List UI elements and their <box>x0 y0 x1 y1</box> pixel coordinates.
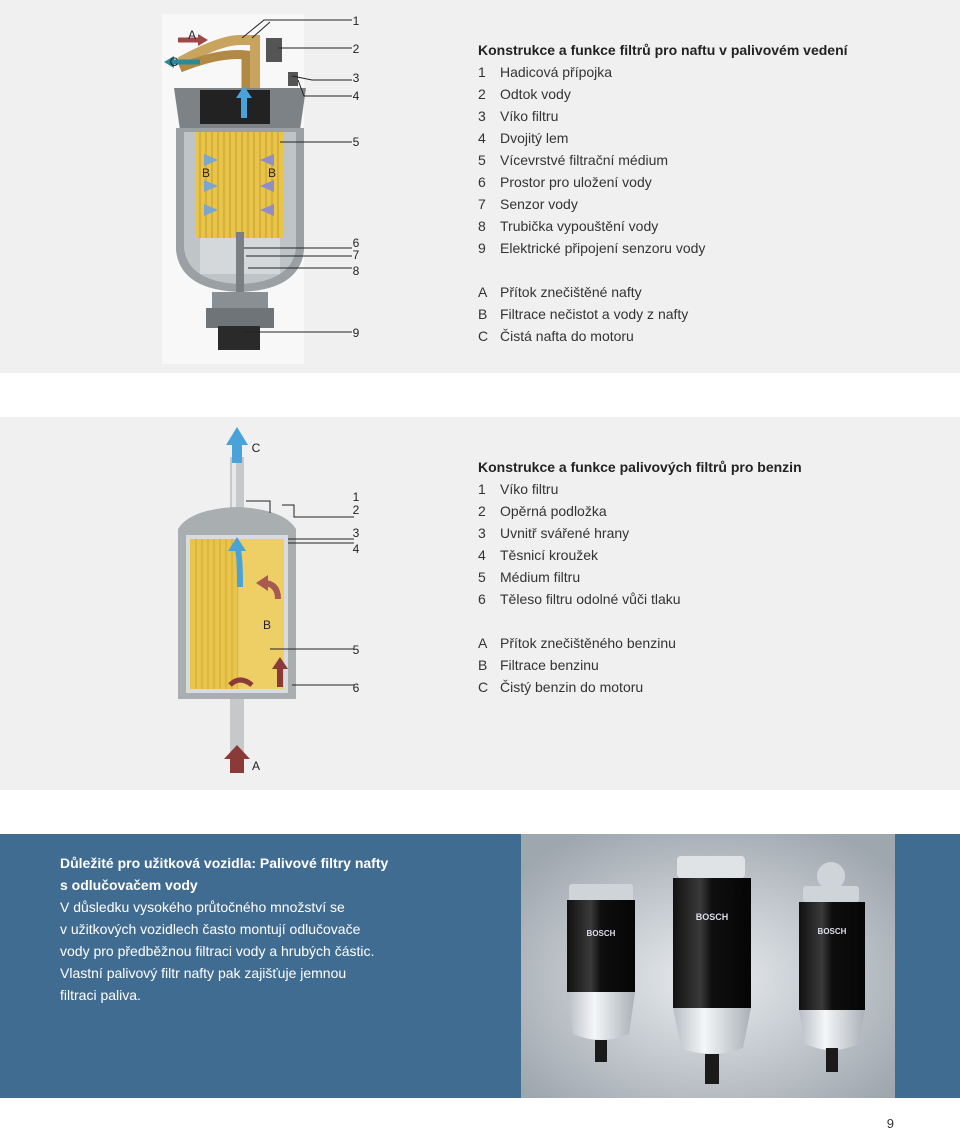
callout-B-left: B <box>201 166 211 180</box>
diesel-title: Konstrukce a funkce filtrů pro naftu v palivovém vedení <box>478 42 848 58</box>
callout-1: 1 <box>352 490 360 504</box>
flow-item: A Přítok znečištěného benzinu <box>478 635 676 651</box>
callout-6: 6 <box>352 236 360 250</box>
commercial-title-line: Důležité pro užitková vozidla: Palivové filtry nafty <box>60 855 389 871</box>
legend-item: 5 Médium filtru <box>478 569 581 585</box>
petrol-filter-panel <box>0 417 960 790</box>
callout-1: 1 <box>352 14 360 28</box>
petrol-filter-illustration <box>160 417 370 787</box>
commercial-body-line: vody pro předběžnou filtraci vody a hrubých částic. <box>60 943 375 959</box>
legend-item: 2 Opěrná podložka <box>478 503 607 519</box>
legend-item: 9 Elektrické připojení senzoru vody <box>478 240 706 256</box>
callout-B-right: B <box>267 166 277 180</box>
page-number: 9 <box>886 1116 894 1131</box>
diesel-caption <box>478 39 848 347</box>
callout-2: 2 <box>352 42 360 56</box>
flow-item: C Čistá nafta do motoru <box>478 328 634 344</box>
callout-B: B <box>262 618 272 632</box>
commercial-body-line: V důsledku vysokého průtočného množství se <box>60 899 345 915</box>
diesel-filter-panel <box>0 0 960 373</box>
legend-item: 3 Uvnitř svářené hrany <box>478 525 630 541</box>
commercial-body-line: v užitkových vozidlech často montují odlučovače <box>60 921 361 937</box>
callout-A: A <box>187 28 197 42</box>
callout-3: 3 <box>352 526 360 540</box>
callout-4: 4 <box>352 89 360 103</box>
legend-item: 5 Vícevrstvé filtrační médium <box>478 152 669 168</box>
commercial-text <box>60 852 440 1006</box>
callout-A: A <box>251 759 261 773</box>
legend-item: 1 Víko filtru <box>478 481 559 497</box>
brand-label: BOSCH <box>817 927 847 936</box>
flow-item: B Filtrace nečistot a vody z nafty <box>478 306 689 322</box>
flow-item: B Filtrace benzinu <box>478 657 599 673</box>
legend-item: 8 Trubička vypouštění vody <box>478 218 659 234</box>
commercial-title-line: s odlučovačem vody <box>60 877 198 893</box>
callout-8: 8 <box>352 264 360 278</box>
callout-5: 5 <box>352 135 360 149</box>
callout-9: 9 <box>352 326 360 340</box>
legend-item: 3 Víko filtru <box>478 108 559 124</box>
callout-6: 6 <box>352 681 360 695</box>
petrol-caption <box>478 456 802 698</box>
callout-7: 7 <box>352 248 360 262</box>
callout-4: 4 <box>352 542 360 556</box>
flow-item: A Přítok znečištěné nafty <box>478 284 642 300</box>
brand-label: BOSCH <box>586 929 616 938</box>
commercial-body-line: filtraci paliva. <box>60 987 141 1003</box>
water-separator-filters-photo <box>521 834 895 1098</box>
brand-label: BOSCH <box>695 912 729 922</box>
callout-3: 3 <box>352 71 360 85</box>
diesel-filter-illustration <box>160 0 370 370</box>
callout-5: 5 <box>352 643 360 657</box>
commercial-body-line: Vlastní palivový filtr nafty pak zajišťuje jemnou <box>60 965 347 981</box>
callout-2: 2 <box>352 503 360 517</box>
legend-item: 4 Dvojitý lem <box>478 130 569 146</box>
legend-item: 6 Těleso filtru odolné vůči tlaku <box>478 591 681 607</box>
legend-item: 6 Prostor pro uložení vody <box>478 174 652 190</box>
legend-item: 7 Senzor vody <box>478 196 578 212</box>
legend-item: 2 Odtok vody <box>478 86 571 102</box>
petrol-title: Konstrukce a funkce palivových filtrů pro benzin <box>478 459 802 475</box>
flow-item: C Čistý benzin do motoru <box>478 679 644 695</box>
legend-item: 4 Těsnicí kroužek <box>478 547 599 563</box>
commercial-vehicles-box <box>0 834 960 1098</box>
legend-item: 1 Hadicová přípojka <box>478 64 613 80</box>
callout-C: C <box>251 441 261 455</box>
callout-C: C <box>169 55 179 69</box>
